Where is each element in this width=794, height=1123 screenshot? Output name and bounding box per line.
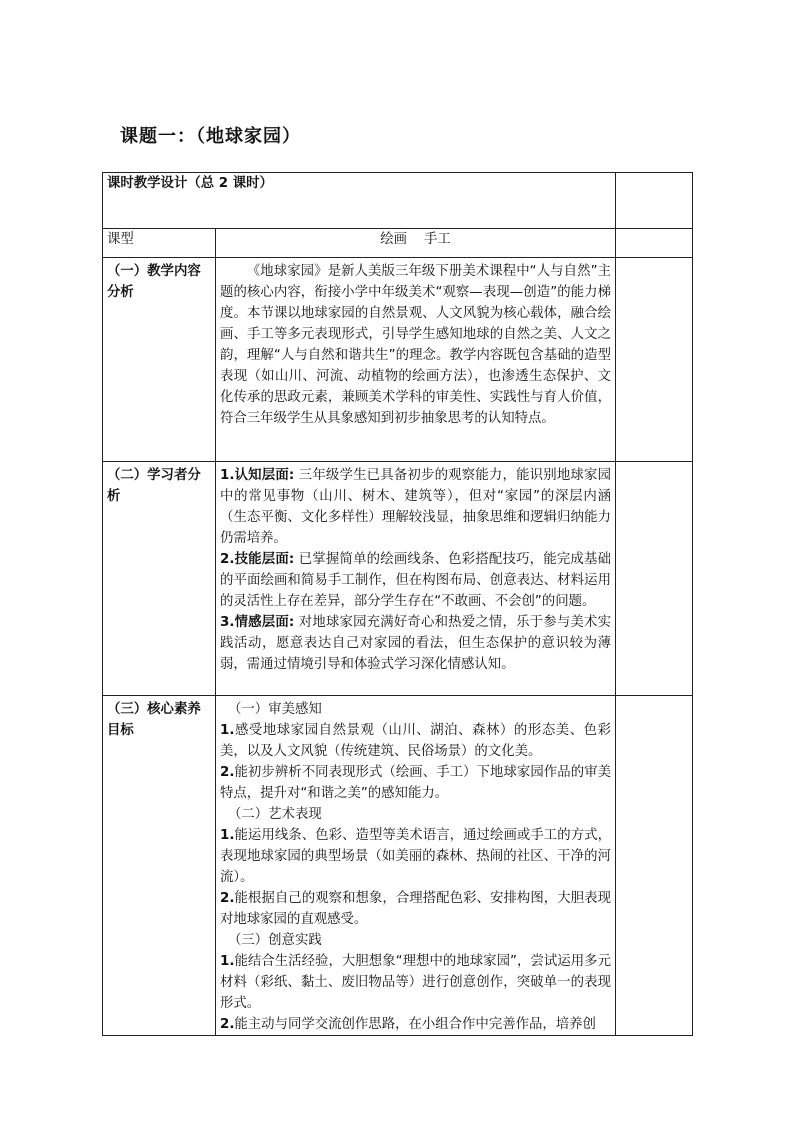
item-number: 2. bbox=[220, 891, 235, 906]
item-heading: 认知层面: bbox=[234, 468, 295, 483]
item-text: 能主动与同学交流创作思路，在小组合作中完善作品，培养创 bbox=[234, 1017, 596, 1032]
item-text: 对地球家园充满好奇心和热爱之情，乐于参与美术实践活动，愿意表达自己对家园的看法，但生态保护的意识较为薄弱，需通过情境引导和体验式学习深化情感认知。 bbox=[220, 615, 611, 672]
lesson-design-table bbox=[102, 172, 693, 1036]
empty-cell bbox=[616, 696, 693, 1036]
table-row-goals bbox=[103, 696, 693, 1036]
item-text: 三年级学生已具备初步的观察能力，能识别地球家园中的常见事物（山川、树木、建筑等），但对“家园”的深层内涵（生态平衡、文化多样性）理解较浅显，抽象思维和逻辑归纳能力仍需培养。 bbox=[220, 468, 611, 546]
item-number: 1. bbox=[220, 468, 235, 483]
item-text: 能运用线条、色彩、造型等美术语言，通过绘画或手工的方式，表现地球家园的典型场景（如美丽的森林、热闹的社区、干净的河流）。 bbox=[220, 828, 611, 885]
table-row-content-analysis bbox=[103, 258, 693, 462]
goal-section-heading: （三）创意实践 bbox=[228, 933, 322, 948]
goal-item bbox=[220, 951, 611, 1014]
type-value: 绘画 手工 bbox=[216, 229, 616, 258]
goal-item bbox=[220, 888, 611, 930]
item-text: 感受地球家园自然景观（山川、湖泊、森林）的形态美、色彩美，以及人文风貌（传统建筑、民俗场景）的文化美。 bbox=[220, 723, 611, 759]
empty-cell bbox=[616, 462, 693, 696]
type-label: 课型 bbox=[103, 229, 216, 258]
item-text: 能结合生活经验，大胆想象“理想中的地球家园”，尝试运用多元材料（彩纸、黏土、废旧物品等）进行创意创作，突破单一的表现形式。 bbox=[220, 954, 611, 1011]
item-number: 1. bbox=[220, 954, 235, 969]
table-row-type bbox=[103, 229, 693, 258]
learner-item bbox=[220, 612, 611, 675]
learner-analysis-cell bbox=[216, 462, 616, 696]
goals-cell bbox=[216, 696, 616, 1036]
item-text: 已掌握简单的绘画线条、色彩搭配技巧，能完成基础的平面绘画和简易手工制作，但在构图布局、创意表达、材料运用的灵活性上存在差异，部分学生存在“不敢画、不会创”的问题。 bbox=[220, 552, 611, 609]
item-number: 2. bbox=[220, 765, 235, 780]
content-analysis-cell bbox=[216, 258, 616, 462]
goal-section-heading: （一）审美感知 bbox=[228, 702, 322, 717]
page-title: 课题一：（地球家园） bbox=[120, 126, 301, 147]
item-number: 2. bbox=[220, 1017, 235, 1032]
item-heading: 技能层面: bbox=[234, 552, 295, 567]
header-cell: 课时教学设计（总 2 课时） bbox=[103, 173, 616, 229]
item-text: 能根据自己的观察和想象，合理搭配色彩、安排构图，大胆表现对地球家园的直观感受。 bbox=[220, 891, 611, 927]
empty-cell bbox=[616, 229, 693, 258]
goal-item bbox=[220, 762, 611, 804]
table-row-header bbox=[103, 173, 693, 229]
content-analysis-label: （一）教学内容分析 bbox=[103, 258, 216, 462]
empty-cell bbox=[616, 258, 693, 462]
item-number: 2. bbox=[220, 552, 235, 567]
goal-item bbox=[220, 720, 611, 762]
item-heading: 情感层面: bbox=[234, 615, 295, 630]
learner-item bbox=[220, 465, 611, 549]
empty-cell bbox=[616, 173, 693, 229]
goal-item bbox=[220, 825, 611, 888]
content-analysis-text: 《地球家园》是新人美版三年级下册美术课程中“人与自然”主题的核心内容，衔接小学中年级美术“观察—表现—创造”的能力梯度。本节课以地球家园的自然景观、人文风貌为核心载体，融合绘画、手工等多元表现形式，引导学生感知地球的自然之美、人文之韵，理解“人与自然和谐共生”的理念。教学内容既包含基础的造型表现（如山川、河流、动植物的绘画方法），也渗透生态保护、文化传承的思政元素，兼顾美术学科的审美性、实践性与育人价值，符合三年级学生从具象感知到初步抽象思考的认知特点。 bbox=[220, 264, 611, 426]
goal-item bbox=[220, 1014, 611, 1035]
goals-label: （三）核心素养目标 bbox=[103, 696, 216, 1036]
item-number: 3. bbox=[220, 615, 235, 630]
item-text: 能初步辨析不同表现形式（绘画、手工）下地球家园作品的审美特点，提升对“和谐之美”的感知能力。 bbox=[220, 765, 611, 801]
item-number: 1. bbox=[220, 828, 235, 843]
table-row-learner-analysis bbox=[103, 462, 693, 696]
goal-section-heading: （二）艺术表现 bbox=[228, 807, 322, 822]
learner-item bbox=[220, 549, 611, 612]
learner-analysis-label: （二）学习者分析 bbox=[103, 462, 216, 696]
item-number: 1. bbox=[220, 723, 235, 738]
